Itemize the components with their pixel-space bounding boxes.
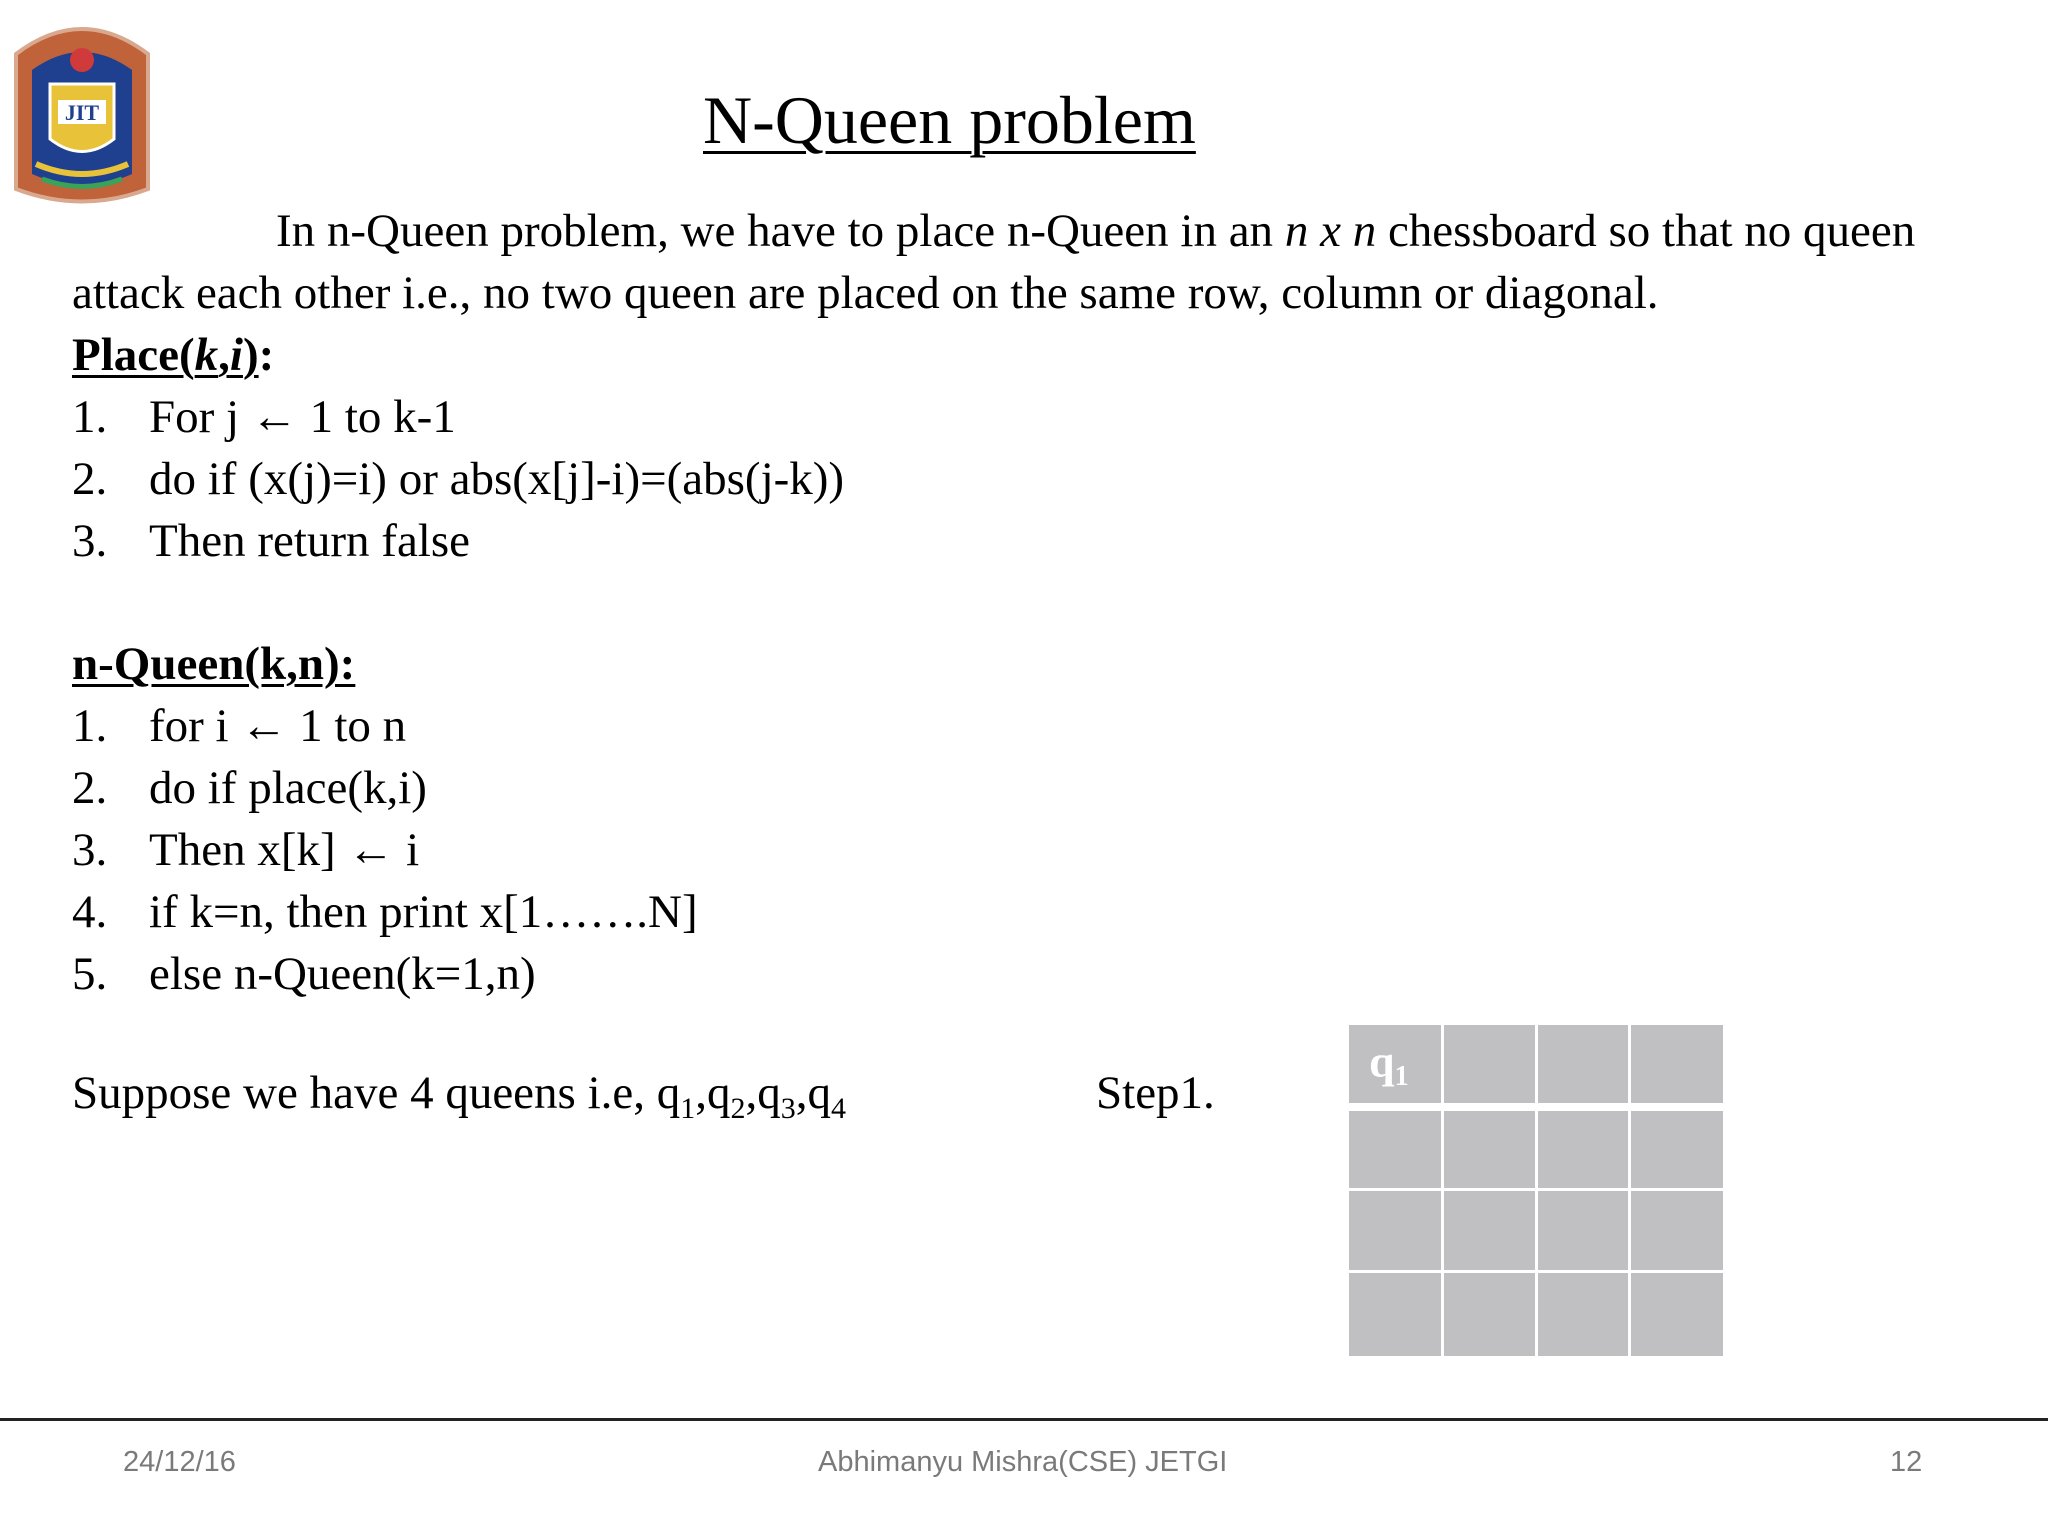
- nqueen-step-1: [72, 695, 406, 757]
- q-label: q: [707, 1067, 731, 1119]
- chessboard: [1349, 1025, 1723, 1356]
- place-step-2: [72, 448, 844, 510]
- q-sep: ,: [695, 1067, 707, 1119]
- institute-logo: [6, 14, 158, 206]
- queen-label: [1369, 1035, 1409, 1092]
- step-text: for i ← 1 to n: [149, 700, 407, 752]
- step-number: 4.: [72, 886, 108, 938]
- svg-text:JIT: JIT: [64, 100, 100, 125]
- q-sep: ,: [795, 1067, 808, 1119]
- board-cell: [1631, 1111, 1723, 1188]
- board-cell: [1349, 1273, 1441, 1356]
- intro-x: x: [1308, 205, 1353, 257]
- intro-part2: chessboard so that no queen attack each other i.e., no two queen are placed on the same row, column or diagonal.: [72, 205, 1916, 319]
- footer-divider: [0, 1418, 2048, 1421]
- slide-title: N-Queen problem: [703, 82, 1196, 158]
- step-number: 2.: [72, 762, 108, 814]
- nqueen-step-3: [72, 819, 419, 881]
- place-step-1: [72, 386, 456, 448]
- place-heading: [72, 324, 274, 386]
- intro-part1: In n-Queen problem, we have to place n-Queen in an: [276, 205, 1285, 257]
- q-sub: 3: [780, 1092, 796, 1125]
- step-text: For j ← 1 to k-1: [149, 391, 456, 443]
- step-text: do if place(k,i): [149, 762, 427, 814]
- step-number: 1.: [72, 700, 108, 752]
- step-text: if k=n, then print x[1…….N]: [149, 886, 698, 938]
- board-cell: [1538, 1025, 1628, 1103]
- nqueen-step-2: [72, 757, 427, 819]
- q-label: q: [656, 1067, 681, 1119]
- board-cell: [1444, 1191, 1535, 1270]
- q-sub: 4: [831, 1092, 846, 1125]
- place-heading-prefix: Place(: [72, 329, 195, 381]
- step-number: 5.: [72, 948, 108, 1000]
- suppose-text: Suppose we have 4 queens i.e,: [72, 1067, 657, 1119]
- board-cell: [1631, 1273, 1723, 1356]
- place-heading-colon: :: [258, 329, 275, 381]
- board-cell: [1444, 1273, 1535, 1356]
- step-text: else n-Queen(k=1,n): [149, 948, 536, 1000]
- board-cell: [1631, 1025, 1723, 1103]
- step-number: 1.: [72, 391, 108, 443]
- suppose-line: [72, 1062, 846, 1124]
- queen-subscript: 1: [1394, 1061, 1409, 1092]
- place-heading-comma: ,: [218, 329, 230, 381]
- q-label: q: [807, 1067, 831, 1119]
- nqueen-step-4: [72, 881, 698, 943]
- board-cell: [1631, 1191, 1723, 1270]
- board-cell: [1444, 1111, 1535, 1188]
- q-label: q: [757, 1067, 781, 1119]
- footer-page-number: 12: [1890, 1446, 1923, 1478]
- footer-author: Abhimanyu Mishra(CSE) JETGI: [818, 1446, 1228, 1478]
- step-label: Step1.: [1096, 1067, 1215, 1119]
- step-text: Then return false: [149, 515, 471, 567]
- q-sep: ,: [745, 1067, 758, 1119]
- intro-n1: n: [1284, 205, 1309, 257]
- intro-n2: n: [1352, 205, 1377, 257]
- board-cell: [1349, 1025, 1441, 1103]
- board-cell: [1349, 1111, 1441, 1188]
- intro-paragraph: [72, 200, 1972, 324]
- step-text: do if (x(j)=i) or abs(x[j]-i)=(abs(j-k)): [149, 453, 845, 505]
- q-sub: 1: [680, 1092, 696, 1125]
- nqueen-heading: n-Queen(k,n):: [72, 638, 356, 690]
- board-cell: [1538, 1111, 1628, 1188]
- step-text: Then x[k] ← i: [149, 824, 420, 876]
- board-cell: [1444, 1025, 1535, 1103]
- place-step-3: [72, 510, 470, 572]
- place-heading-i: i: [229, 329, 243, 381]
- queen-letter: q: [1369, 1036, 1395, 1087]
- board-cell: [1349, 1191, 1441, 1270]
- place-heading-k: k: [194, 329, 219, 381]
- q-sub: 2: [730, 1092, 746, 1125]
- board-cell: [1538, 1191, 1628, 1270]
- step-number: 3.: [72, 515, 108, 567]
- board-cell: [1538, 1273, 1628, 1356]
- footer-date: 24/12/16: [123, 1446, 236, 1478]
- step-number: 3.: [72, 824, 108, 876]
- nqueen-step-5: [72, 943, 536, 1005]
- place-heading-suffix: ): [242, 329, 259, 381]
- step-number: 2.: [72, 453, 108, 505]
